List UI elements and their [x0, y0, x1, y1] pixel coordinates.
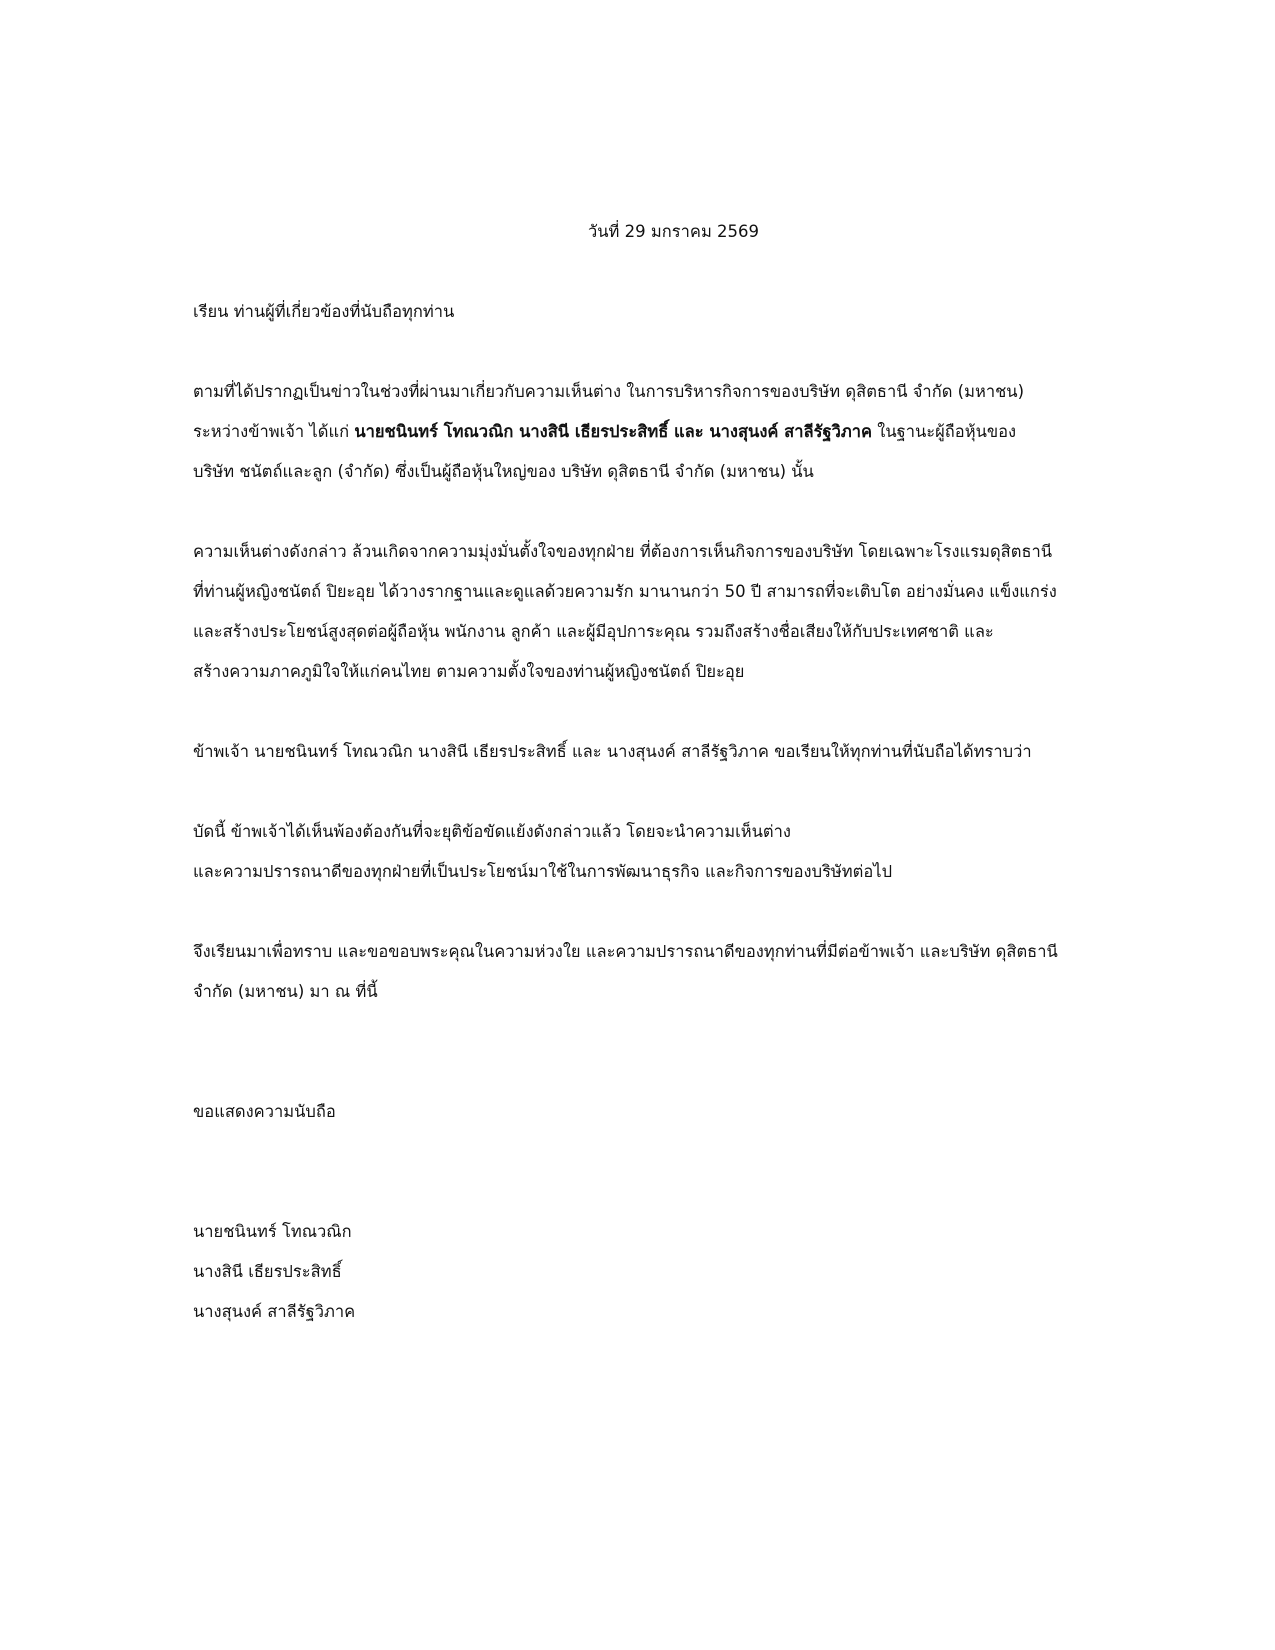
salutation: เรียน ท่านผู้ที่เกี่ยวข้องที่นับถือทุกท่าน [193, 302, 455, 321]
paragraph-2-line-3: และสร้างประโยชน์สูงสุดต่อผู้ถือหุ้น พนักงาน ลูกค้า และผู้มีอุปการะคุณ รวมถึงสร้างชื่อเสียงให้กับประเทศชาติ และ [193, 622, 994, 641]
paragraph-1-line-3: บริษัท ชนัตถ์และลูก (จำกัด) ซึ่งเป็นผู้ถือหุ้นใหญ่ของ บริษัท ดุสิตธานี จำกัด (มหาชน) นั้น [193, 462, 814, 481]
paragraph-4-line-1: บัดนี้ ข้าพเจ้าได้เห็นพ้องต้องกันที่จะยุติข้อขัดแย้งดังกล่าวแล้ว โดยจะนำความเห็นต่าง [193, 822, 791, 841]
paragraph-1-line-1: ตามที่ได้ปรากฏเป็นข่าวในช่วงที่ผ่านมาเกี่ยวกับความเห็นต่าง ในการบริหารกิจการของบริษัท ดุสิตธานี จำกัด (มหาชน) [193, 382, 1025, 401]
signatory-1: นายชนินทร์ โทณวณิก [193, 1222, 352, 1241]
paragraph-4-line-2: และความปรารถนาดีของทุกฝ่ายที่เป็นประโยชน์มาใช้ในการพัฒนาธุรกิจ และกิจการของบริษัทต่อไป [193, 862, 893, 881]
paragraph-5-line-1: จึงเรียนมาเพื่อทราบ และขอขอบพระคุณในความห่วงใย และความปรารถนาดีของทุกท่านที่มีต่อข้าพเจ้า และบริษัท ดุสิตธานี [193, 942, 1058, 961]
paragraph-1-line-2-prefix: ระหว่างข้าพเจ้า ได้แก่ [193, 422, 355, 441]
signatory-3: นางสุนงค์ สาลีรัฐวิภาค [193, 1302, 356, 1321]
paragraph-2-line-4: สร้างความภาคภูมิใจให้แก่คนไทย ตามความตั้งใจของท่านผู้หญิงชนัตถ์ ปิยะอุย [193, 662, 745, 681]
paragraph-2-line-1: ความเห็นต่างดังกล่าว ล้วนเกิดจากความมุ่งมั่นตั้งใจของทุกฝ่าย ที่ต้องการเห็นกิจการของบริษัท โดยเฉพาะโรงแรมดุสิตธานี [193, 542, 1053, 561]
paragraph-5-line-2: จำกัด (มหาชน) มา ณ ที่นี้ [193, 982, 378, 1001]
signatory-2: นางสินี เธียรประสิทธิ์ [193, 1262, 342, 1281]
paragraph-1-line-2-suffix: ในฐานะผู้ถือหุ้นของ [872, 422, 1017, 441]
letter-date: วันที่ 29 มกราคม 2569 [588, 222, 760, 241]
paragraph-3: ข้าพเจ้า นายชนินทร์ โทณวณิก นางสินี เธียรประสิทธิ์ และ นางสุนงค์ สาลีรัฐวิภาค ขอเรียนให้ทุกท่านที่นับถือได้ทราบว่า [193, 742, 1032, 761]
paragraph-2-line-2: ที่ท่านผู้หญิงชนัตถ์ ปิยะอุย ได้วางรากฐานและดูแลด้วยความรัก มานานกว่า 50 ปี สามารถที่จะเติบโต อย่างมั่นคง แข็งแกร่ง [193, 582, 1057, 601]
paragraph-1-line-2 [193, 420, 1016, 444]
signatory-names-bold: นายชนินทร์ โทณวณิก นางสินี เธียรประสิทธิ์ และ นางสุนงค์ สาลีรัฐวิภาค [354, 422, 873, 441]
closing: ขอแสดงความนับถือ [193, 1102, 336, 1121]
